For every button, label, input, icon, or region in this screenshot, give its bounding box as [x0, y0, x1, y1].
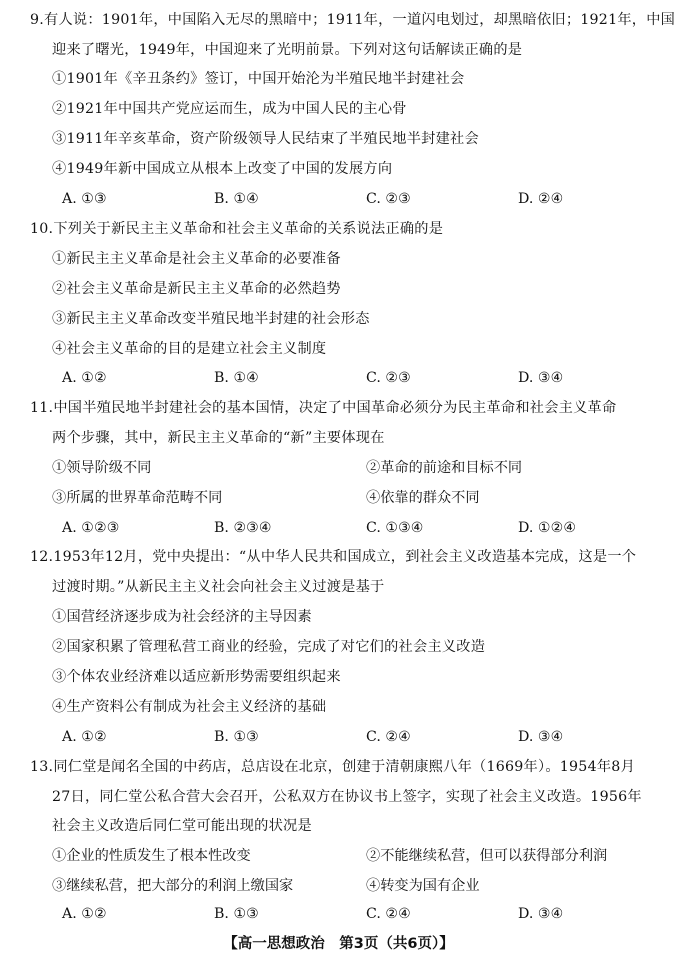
q10-choice-b[interactable]: B. ①④: [214, 370, 259, 386]
q11-stem-line-1: 11.中国半殖民地半封建社会的基本国情，决定了中国革命必须分为民主革命和社会主义革命: [30, 400, 617, 416]
q11-stem-line-2: 两个步骤，其中，新民主主义革命的“新”主要体现在: [52, 430, 385, 446]
q12-stem-line-1: 12.1953年12月，党中央提出：“从中华人民共和国成立，到社会主义改造基本完成，这是一个: [30, 549, 637, 565]
q12-choices: [62, 727, 662, 747]
q9-choices: [62, 189, 662, 209]
q13-options-row-2: [52, 876, 662, 896]
q9-stem-line-1: 9.有人说：1901年，中国陷入无尽的黑暗中；1911年，一道闪电划过，却黑暗依旧；1921年，中国: [30, 12, 676, 28]
q11-option-3: ③所属的世界革命范畴不同: [52, 490, 223, 506]
q13-choice-a[interactable]: A. ①②: [62, 906, 107, 922]
q13-option-4: ④转变为国有企业: [366, 878, 480, 894]
q12-choice-d[interactable]: D. ③④: [518, 729, 564, 745]
q12-option-1: ①国营经济逐步成为社会经济的主导因素: [52, 609, 312, 625]
q9-choice-d[interactable]: D. ②④: [518, 191, 564, 207]
q11-options-row-1: [52, 458, 662, 478]
q11-option-2: ②革命的前途和目标不同: [366, 460, 523, 476]
q12-choice-b[interactable]: B. ①③: [214, 729, 259, 745]
q12-choice-c[interactable]: C. ②④: [366, 729, 411, 745]
q12-option-2: ②国家积累了管理私营工商业的经验，完成了对它们的社会主义改造: [52, 639, 486, 655]
q13-stem-line-2: 27日，同仁堂公私合营大会召开，公私双方在协议书上签字，实现了社会主义改造。1956年: [52, 789, 642, 805]
q13-choice-c[interactable]: C. ②④: [366, 906, 411, 922]
q13-options-row-1: [52, 846, 662, 866]
q9-option-4: ④1949年新中国成立从根本上改变了中国的发展方向: [52, 161, 393, 177]
q9-stem-line-2: 迎来了曙光，1949年，中国迎来了光明前景。下列对这句话解读正确的是: [52, 42, 523, 58]
q9-choice-a[interactable]: A. ①③: [62, 191, 107, 207]
q11-choice-a[interactable]: A. ①②③: [62, 520, 120, 536]
q11-choices: [62, 518, 662, 538]
q13-option-2: ②不能继续私营，但可以获得部分利润: [366, 848, 608, 864]
q10-stem-line-1: 10.下列关于新民主主义革命和社会主义革命的关系说法正确的是: [30, 221, 444, 237]
q12-option-4: ④生产资料公有制成为社会主义经济的基础: [52, 699, 327, 715]
q11-choice-b[interactable]: B. ②③④: [214, 520, 272, 536]
q9-choice-b[interactable]: B. ①④: [214, 191, 259, 207]
page-footer: 【高一思想政治 第3页（共6页）】: [223, 936, 454, 952]
q9-option-1: ①1901年《辛丑条约》签订，中国开始沦为半殖民地半封建社会: [52, 71, 465, 87]
q13-choice-d[interactable]: D. ③④: [518, 906, 564, 922]
q9-option-3: ③1911年辛亥革命，资产阶级领导人民结束了半殖民地半封建社会: [52, 131, 479, 147]
q10-option-3: ③新民主主义革命改变半殖民地半封建的社会形态: [52, 311, 370, 327]
q11-options-row-2: [52, 488, 662, 508]
q11-option-4: ④依靠的群众不同: [366, 490, 480, 506]
q10-choice-c[interactable]: C. ②③: [366, 370, 411, 386]
q12-choice-a[interactable]: A. ①②: [62, 729, 107, 745]
q12-stem-line-2: 过渡时期。”从新民主主义社会向社会主义过渡是基于: [52, 579, 385, 595]
q9-choice-c[interactable]: C. ②③: [366, 191, 411, 207]
q12-option-3: ③个体农业经济难以适应新形势需要组织起来: [52, 669, 341, 685]
q11-choice-c[interactable]: C. ①③④: [366, 520, 424, 536]
q10-option-4: ④社会主义革命的目的是建立社会主义制度: [52, 341, 327, 357]
q13-option-1: ①企业的性质发生了根本性改变: [52, 848, 251, 864]
q13-choice-b[interactable]: B. ①③: [214, 906, 259, 922]
q10-choice-a[interactable]: A. ①②: [62, 370, 107, 386]
q11-choice-d[interactable]: D. ①②④: [518, 520, 577, 536]
q10-choices: [62, 368, 662, 388]
q11-option-1: ①领导阶级不同: [52, 460, 152, 476]
q10-option-2: ②社会主义革命是新民主主义革命的必然趋势: [52, 281, 341, 297]
q13-stem-line-1: 13.同仁堂是闻名全国的中药店，总店设在北京，创建于清朝康熙八年（1669年）。1954年8月: [30, 759, 636, 775]
q10-option-1: ①新民主主义革命是社会主义革命的必要准备: [52, 251, 341, 267]
q9-option-2: ②1921年中国共产党应运而生，成为中国人民的主心骨: [52, 101, 407, 117]
q13-option-3: ③继续私营，把大部分的利润上缴国家: [52, 878, 294, 894]
q13-stem-line-3: 社会主义改造后同仁堂可能出现的状况是: [52, 818, 312, 834]
q13-choices: [62, 904, 662, 924]
q10-choice-d[interactable]: D. ③④: [518, 370, 564, 386]
